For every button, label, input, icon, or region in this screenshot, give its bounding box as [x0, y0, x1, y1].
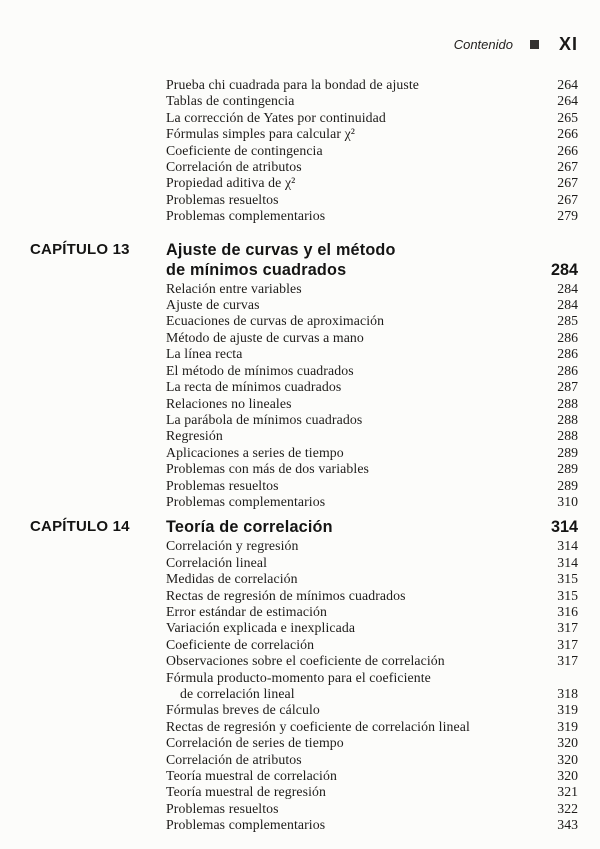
entry-title: Variación explicada e inexplicada	[166, 620, 356, 636]
entry-title: Coeficiente de contingencia	[166, 142, 323, 158]
entry-title: La parábola de mínimos cuadrados	[166, 411, 363, 427]
entry-title: Problemas resueltos	[166, 477, 279, 493]
entry-page-number: 267	[557, 159, 578, 175]
page-number: XI	[558, 33, 578, 54]
entry-title: Correlación de series de tiempo	[166, 735, 344, 751]
entry-page-number: 314	[557, 554, 578, 570]
chapter-title-line: Teoría de correlación	[166, 518, 333, 537]
entry-page-number: 264	[557, 77, 578, 92]
entry-title: La línea recta	[166, 346, 243, 362]
entry-page-number: 267	[557, 175, 578, 191]
entry-title: Fórmulas breves de cálculo	[166, 702, 320, 718]
entry-title: Correlación lineal	[166, 554, 268, 570]
entry-page-number: 286	[557, 329, 578, 345]
entry-title: Ajuste de curvas	[166, 297, 260, 313]
entry-page-number: 289	[557, 444, 578, 460]
entry-page-number: 315	[557, 571, 578, 587]
entry-title: Error estándar de estimación	[166, 603, 328, 619]
chapter-heading	[30, 240, 578, 280]
entry-title: Teoría muestral de correlación	[166, 768, 337, 784]
chapter-label: CAPÍTULO 14	[30, 518, 130, 536]
toc-entry-row	[166, 313, 578, 329]
entry-title: Tablas de contingencia	[166, 93, 295, 109]
entry-title: Relaciones no lineales	[166, 395, 292, 411]
entry-title: Rectas de regresión de mínimos cuadrados	[166, 587, 406, 603]
toc-entry-row	[166, 93, 578, 109]
toc-entry-row	[166, 653, 578, 669]
chapter-title	[166, 517, 526, 537]
entry-page-number: 319	[557, 702, 578, 718]
toc-entry-row	[166, 719, 578, 735]
entry-page-number: 267	[557, 191, 578, 207]
toc-entry-row	[166, 208, 578, 224]
chapter-section	[30, 240, 578, 511]
entry-page-number: 319	[557, 718, 578, 734]
entry-title: Correlación de atributos	[166, 751, 302, 767]
toc-entry-row	[166, 428, 578, 444]
toc-entry-row	[166, 604, 578, 620]
toc-entry-row	[166, 768, 578, 784]
toc-entry-row	[166, 379, 578, 395]
entry-title: Correlación y regresión	[166, 538, 299, 554]
toc-entry-row	[166, 346, 578, 362]
entry-title: Propiedad aditiva de χ²	[166, 175, 296, 191]
toc-entry-row	[166, 175, 578, 191]
entry-title: Aplicaciones a series de tiempo	[166, 444, 344, 460]
toc-entry-row	[166, 396, 578, 412]
entry-page-number: 284	[557, 280, 578, 296]
toc-entry-row	[166, 801, 578, 817]
toc-entry-row	[166, 752, 578, 768]
toc-entry-row	[166, 363, 578, 379]
running-header	[30, 34, 578, 54]
entry-page-number: 266	[557, 126, 578, 142]
entry-title: El método de mínimos cuadrados	[166, 362, 354, 378]
entry-page-number: 343	[557, 817, 578, 833]
toc-entry-row	[166, 478, 578, 494]
chapter-title-line: Ajuste de curvas y el método	[166, 240, 396, 259]
entries-list	[166, 538, 578, 833]
entry-page-number: 314	[557, 538, 578, 554]
toc-entry-row	[166, 330, 578, 346]
entry-title: La recta de mínimos cuadrados	[166, 379, 342, 395]
entry-page-number: 286	[557, 346, 578, 362]
entry-page-number: 320	[557, 751, 578, 767]
toc-entry-row	[166, 637, 578, 653]
entry-page-number: 316	[557, 603, 578, 619]
toc-entry-row	[166, 297, 578, 313]
entry-page-number: 279	[557, 208, 578, 224]
toc-entry-row	[166, 143, 578, 159]
entry-page-number: 264	[557, 93, 578, 109]
entry-page-number: 317	[557, 620, 578, 636]
entry-page-number: 322	[557, 800, 578, 816]
toc-entry-row	[166, 77, 578, 93]
toc-entry-row	[166, 686, 578, 702]
toc-entry-row	[166, 110, 578, 126]
entry-title: Problemas complementarios	[166, 493, 326, 509]
entry-title: Fórmula producto-momento para el coeficiente	[166, 669, 431, 685]
entry-title: Medidas de correlación	[166, 571, 298, 587]
entry-title: Regresión	[166, 428, 223, 444]
entry-page-number: 317	[557, 653, 578, 669]
running-title: Contenido	[453, 36, 513, 52]
chapter-page-number: 314	[550, 518, 578, 537]
entry-title: Problemas complementarios	[166, 208, 326, 224]
chapter-section	[30, 517, 578, 833]
entry-page-number: 285	[557, 313, 578, 329]
entry-title: Fórmulas simples para calcular χ²	[166, 126, 356, 142]
toc-entry-row	[166, 281, 578, 297]
entry-title: de correlación lineal	[180, 686, 295, 701]
entry-page-number: 320	[557, 768, 578, 784]
entry-title: Problemas complementarios	[166, 817, 326, 833]
entry-title: Problemas resueltos	[166, 800, 279, 816]
entry-page-number: 265	[557, 109, 578, 125]
entry-title: Observaciones sobre el coeficiente de correlación	[166, 653, 445, 669]
entry-title: Problemas resueltos	[166, 191, 279, 207]
toc-entry-row	[166, 494, 578, 510]
entry-page-number: 288	[557, 395, 578, 411]
entry-page-number: 317	[557, 636, 578, 652]
toc-entry-row	[166, 412, 578, 428]
toc-entry-row	[166, 670, 578, 686]
entry-page-number: 284	[557, 297, 578, 313]
entry-title: Método de ajuste de curvas a mano	[166, 329, 364, 345]
toc-entry-row	[166, 538, 578, 554]
toc-entry-row	[166, 445, 578, 461]
toc-entry-row	[166, 702, 578, 718]
entries-section	[30, 77, 578, 225]
entry-page-number: 288	[557, 411, 578, 427]
toc-entry-row	[166, 620, 578, 636]
entry-title: Problemas con más de dos variables	[166, 461, 370, 477]
entry-title: Rectas de regresión y coeficiente de correlación lineal	[166, 718, 470, 734]
entry-page-number: 266	[557, 142, 578, 158]
toc-entry-row	[166, 461, 578, 477]
toc-entry-row	[166, 126, 578, 142]
entry-page-number: 289	[557, 477, 578, 493]
entry-page-number: 321	[557, 784, 578, 800]
entry-page-number: 286	[557, 362, 578, 378]
toc-entry-row	[166, 159, 578, 175]
entry-title: Coeficiente de correlación	[166, 636, 315, 652]
chapter-title	[166, 240, 526, 280]
toc-entry-row	[166, 784, 578, 800]
entry-page-number: 318	[557, 686, 578, 701]
toc-entry-row	[166, 735, 578, 751]
entry-title: Prueba chi cuadrada para la bondad de ajuste	[166, 77, 420, 92]
entries-list	[166, 281, 578, 511]
chapter-title-line: de mínimos cuadrados	[166, 260, 347, 279]
toc-entry-row	[166, 555, 578, 571]
entry-page-number: 310	[557, 493, 578, 509]
entries-list	[166, 77, 578, 225]
entry-title: Correlación de atributos	[166, 159, 302, 175]
entry-page-number: 288	[557, 428, 578, 444]
chapter-label: CAPÍTULO 13	[30, 240, 130, 258]
entry-page-number: 315	[557, 587, 578, 603]
entry-title: Ecuaciones de curvas de aproximación	[166, 313, 385, 329]
toc-entry-row	[166, 571, 578, 587]
entry-title: Teoría muestral de regresión	[166, 784, 327, 800]
toc-entry-row	[166, 192, 578, 208]
chapter-page-number: 284	[550, 260, 578, 279]
entry-title: La corrección de Yates por continuidad	[166, 109, 386, 125]
square-marker-icon	[530, 40, 539, 49]
entry-page-number: 287	[557, 379, 578, 395]
toc-entry-row	[166, 588, 578, 604]
entry-title: Relación entre variables	[166, 280, 302, 296]
chapter-heading	[30, 517, 578, 537]
entry-page-number: 320	[557, 735, 578, 751]
toc-entry-row	[166, 817, 578, 833]
toc-body	[30, 77, 578, 834]
entry-page-number: 289	[557, 461, 578, 477]
